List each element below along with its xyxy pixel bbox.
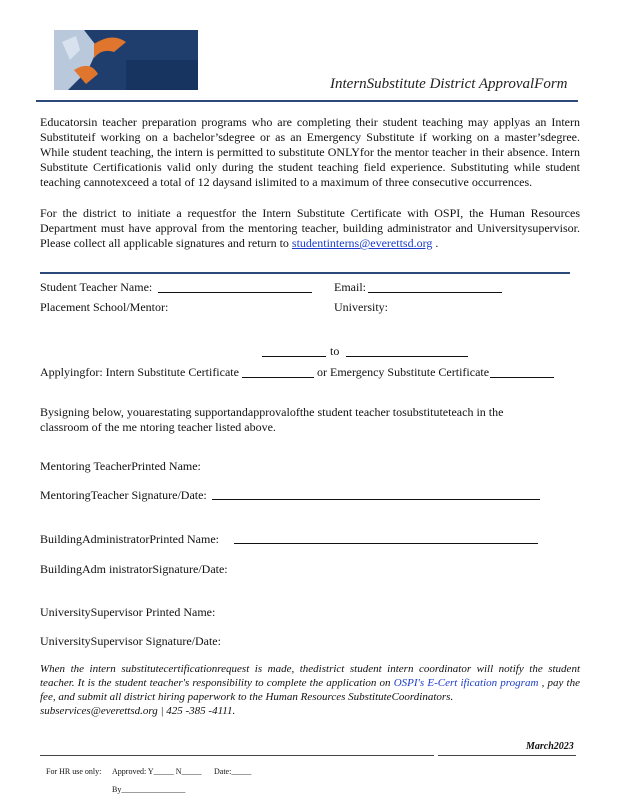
hr-date-field[interactable]: Date:_____ <box>214 767 252 776</box>
applying-for-label: Applyingfor: Intern Substitute Certificate <box>40 365 239 379</box>
email-field[interactable] <box>368 280 502 293</box>
admin-signature-label: BuildingAdm inistratorSignature/Date: <box>40 562 228 576</box>
form-date: March2023 <box>526 741 574 752</box>
end-date-field[interactable] <box>346 344 468 357</box>
to-label: to <box>330 344 340 358</box>
student-teacher-name-field[interactable] <box>158 280 312 293</box>
process-note <box>40 662 580 718</box>
contact-info: subservices@everettsd.org | 425 -385 -4111. <box>40 705 236 717</box>
admin-printed-name-field[interactable] <box>234 531 538 544</box>
university-label: University: <box>334 300 388 314</box>
mentor-signature-field[interactable] <box>212 487 540 500</box>
start-date-field[interactable] <box>262 344 326 357</box>
process-note-text-end: , pay the fee, and submit all district hiring paperwork to the Human Resources SubstituteCoordinators. <box>40 677 580 703</box>
ospi-ecert-link[interactable]: OSPI's E-Cert ification program <box>393 677 539 689</box>
supervisor-printed-name-label: UniversitySupervisor Printed Name: <box>40 605 216 619</box>
student-interns-email-link[interactable]: studentinterns@everettsd.org <box>291 236 433 250</box>
placement-label: Placement School/Mentor: <box>40 300 169 314</box>
hr-use-label: For HR use only: <box>46 767 102 776</box>
hr-approved-field[interactable]: Approved: Y_____ N_____ <box>112 767 202 776</box>
student-teacher-name-label: Student Teacher Name: <box>40 280 153 294</box>
section-divider <box>40 272 570 274</box>
instructions-end: . <box>435 236 439 250</box>
intro-paragraph: Educatorsin teacher preparation programs who are completing their student teaching may applyas an Intern Substituteif working on a bachelor’sdegree or as an Emergency Substitute if working on a master’sdegree. While student teaching, the intern is permitted to substitute ONLYfor the mentor teacher in their absence. Intern Substitute Certificationis valid only during the student teaching field experience. Substituting while student teaching cannotexceed a total of 12 daysand islimited to a maximum of three consecutive occurrences. <box>40 115 580 189</box>
signing-statement: Bysigning below, youarestating supportandapprovalofthe student teacher tosubstituteteach in the classroom of the me ntoring teacher listed above. <box>40 405 504 434</box>
intern-certificate-field[interactable] <box>242 365 314 378</box>
supervisor-signature-label: UniversitySupervisor Signature/Date: <box>40 634 221 648</box>
header-divider <box>36 100 578 102</box>
page-title: InternSubstitute District ApprovalForm <box>330 76 568 92</box>
admin-printed-name-label: BuildingAdministratorPrinted Name: <box>40 532 219 546</box>
district-logo <box>54 30 198 90</box>
instructions-paragraph <box>40 206 580 251</box>
footer-rule-left <box>40 755 434 756</box>
footer-rule-right <box>438 755 576 756</box>
emergency-certificate-label: or Emergency Substitute Certificate <box>317 365 490 379</box>
email-label: Email: <box>334 280 366 294</box>
emergency-certificate-field[interactable] <box>490 365 554 378</box>
process-note-text: When the intern substitutecertificationrequest is made, thedistrict student intern coordinator will notify the student teacher. It is the student teacher's responsibility to complete the application on <box>40 663 580 689</box>
mentor-signature-label: MentoringTeacher Signature/Date: <box>40 488 207 502</box>
hr-by-field[interactable]: By________________ <box>112 785 186 794</box>
instructions-text: For the district to initiate a requestfor the Intern Substitute Certificate with OSPI, the Human Resources Department must have approval from the mentoring teacher, building administrator and Universitysupervisor. Please collect all applicable signatures and return to <box>40 206 580 250</box>
mentor-printed-name-label: Mentoring TeacherPrinted Name: <box>40 459 201 473</box>
